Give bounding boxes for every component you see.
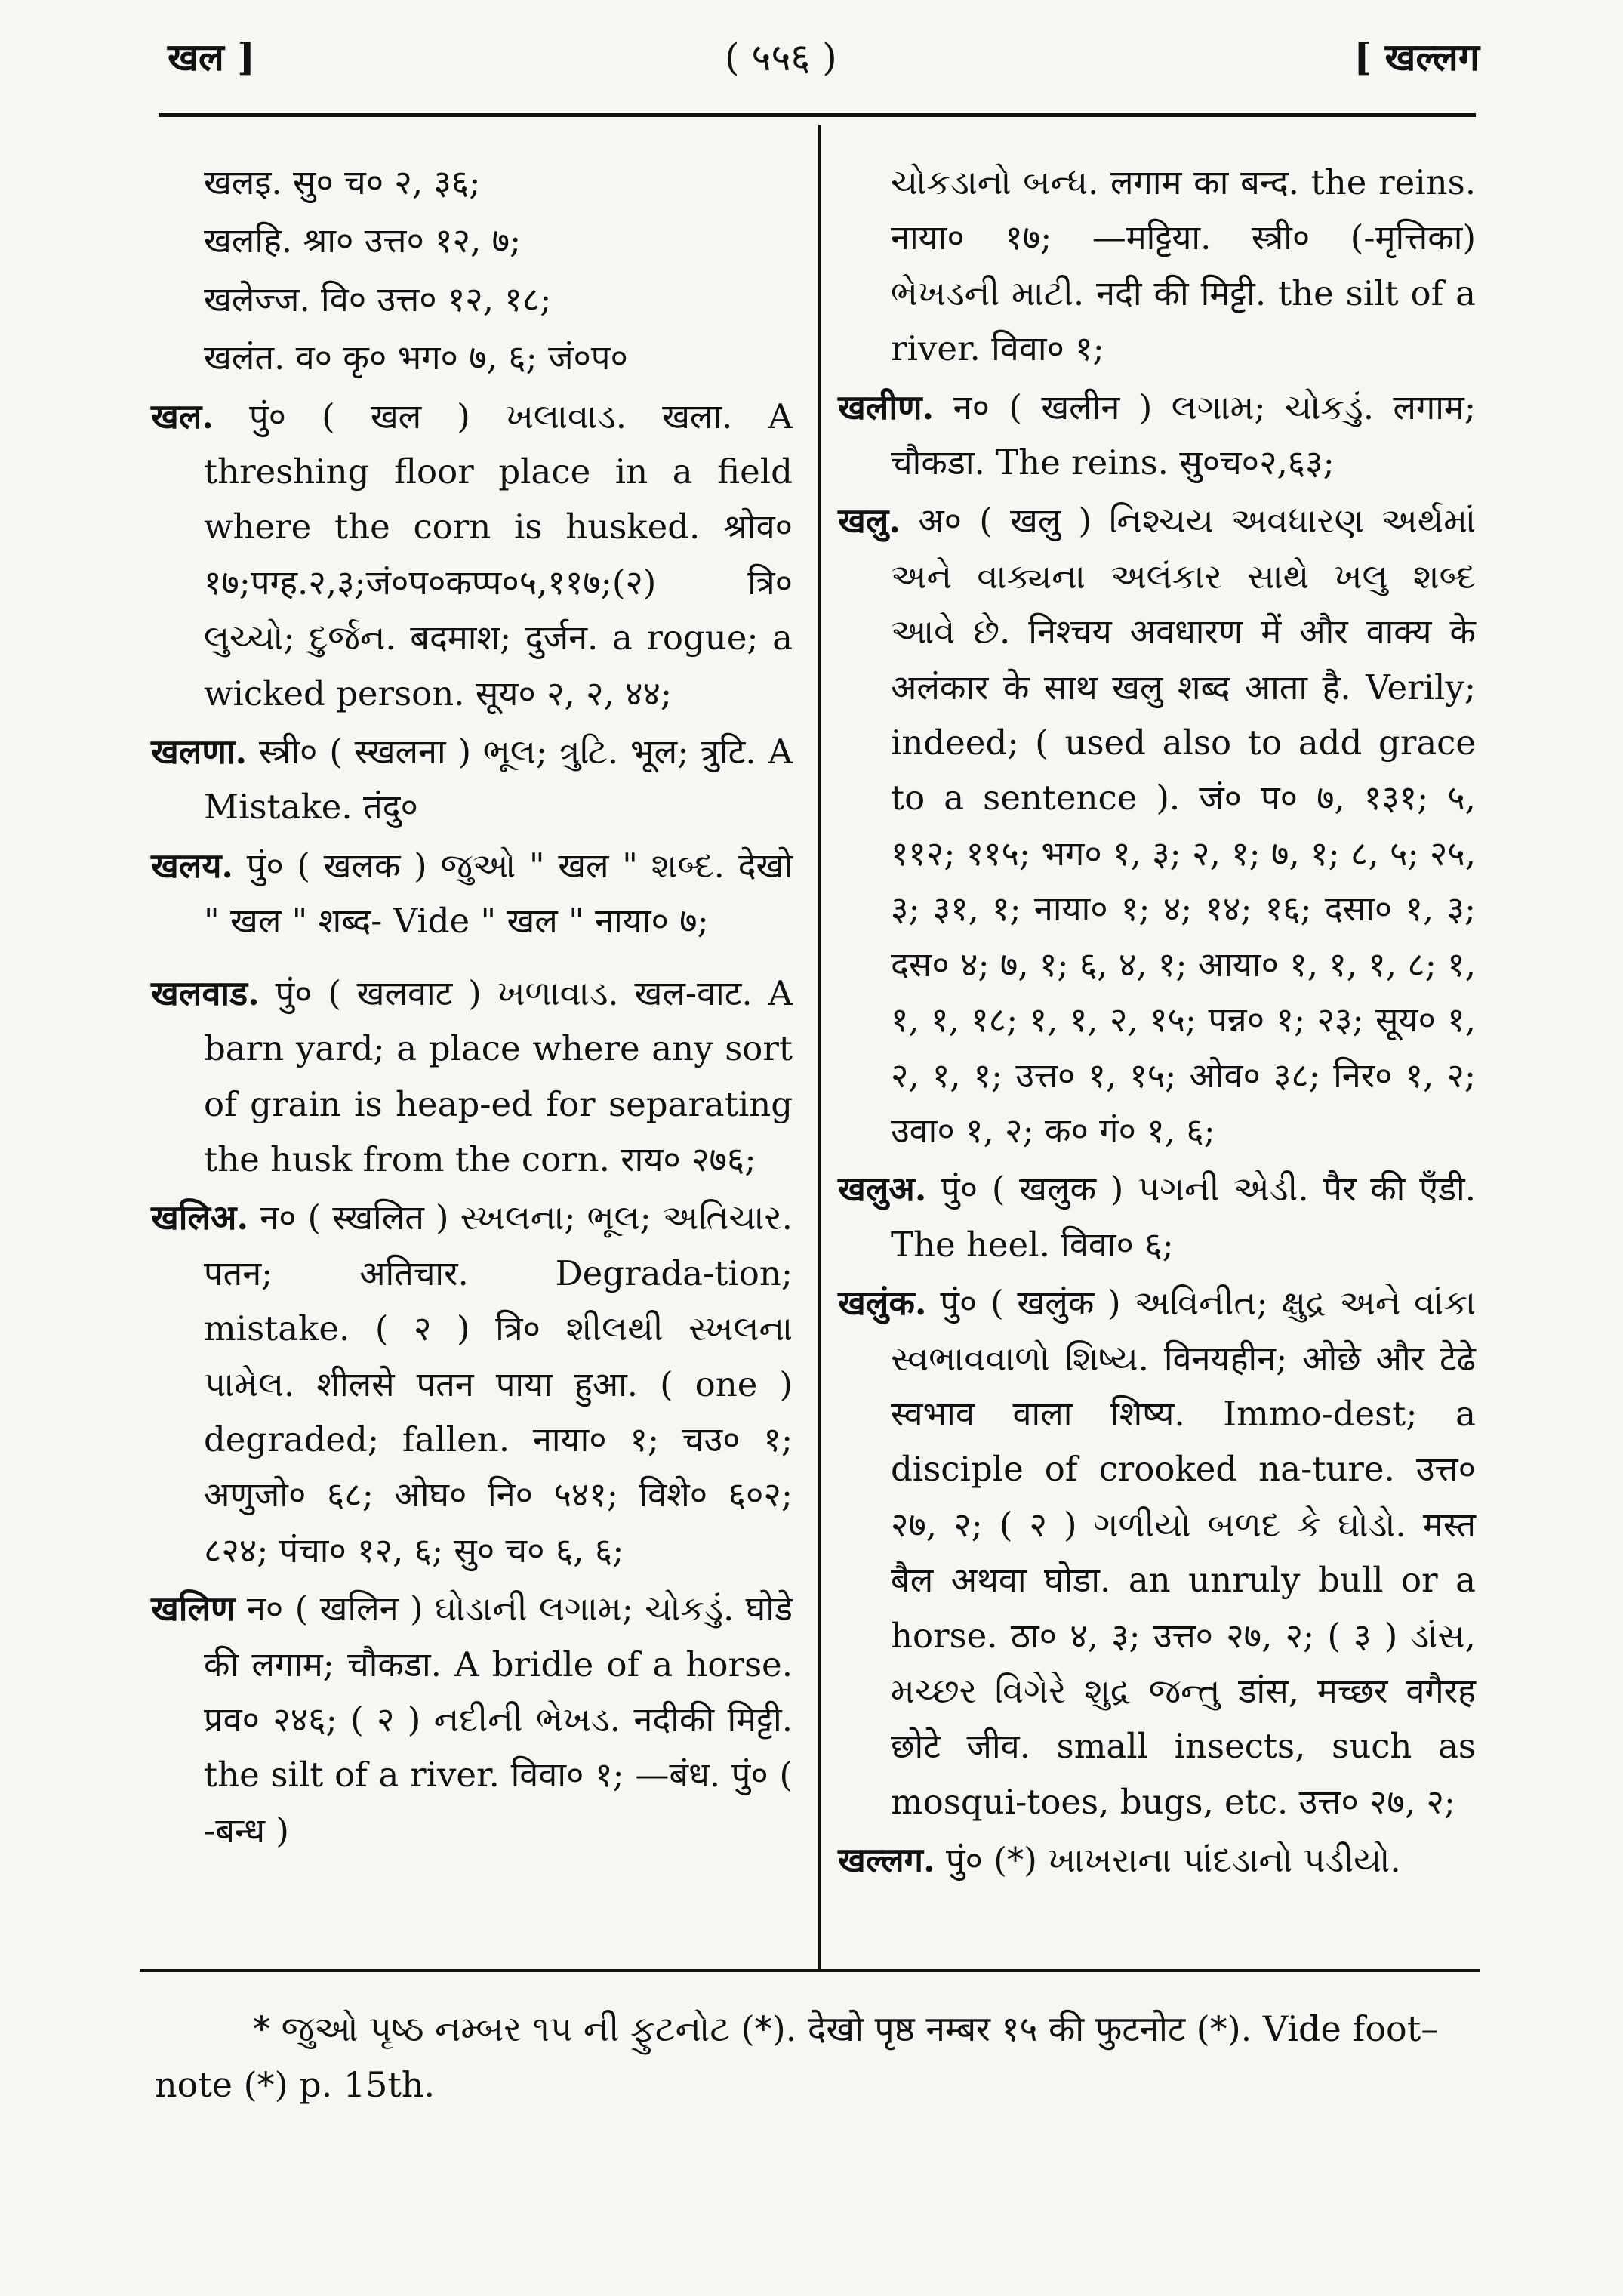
dictionary-entry	[838, 1275, 1476, 1829]
dictionary-entry	[838, 380, 1476, 491]
dictionary-entry	[838, 493, 1476, 1158]
entry-definition: पुं० ( खलुक ) પગની એડી. पैर की एँडी. The heel. विवा० ६;	[891, 1169, 1477, 1265]
entry-definition: पुं० ( खलवाट ) ખળાવાડ. खल-वाट. A barn yard; a place where any sort of grain is heap-ed for separating the husk from the corn. राय० २७६;	[204, 972, 793, 1179]
entry-headword: खलु.	[838, 501, 901, 541]
entry-definition: खलहि. श्रा० उत्त० १२, ७;	[204, 220, 522, 261]
entry-definition: स्त्री० ( स्खलना ) ભૂલ; ત્રુટિ. भूल; त्रुटि. A Mistake. तंदु०	[204, 732, 793, 827]
entry-headword: खलणा.	[151, 732, 248, 772]
entry-definition: खलइ. सु० च० २, ३६;	[204, 162, 481, 202]
entry-definition: न० ( स्खलित ) સ્ખલના; ભૂલ; અતિચાર. पतन; अतिचार. Degrada-tion; mistake. ( २ ) त्रि० શીલથી સ્ખલના પામેલ. शीलसे पतन पाया हुआ. ( one ) degraded; fallen. नाया० १; चउ० १; अणुजो० ६८; ओघ० नि० ५४१; विशे० ६०२; ८२४; पंचा० १२, ६; सु० च० ६, ६;	[204, 1197, 793, 1570]
entry-headword: खलुंक.	[838, 1283, 927, 1324]
left-column	[151, 155, 793, 1861]
entry-definition: ચોકડાનો બન્ધ. लगाम का बन्द. the reins. नाया० १७; —मट्टिया. स्त्री० (-मृत्तिका) ભેખડની માટી. नदी की मिट्टी. the silt of a river. विवा० १;	[891, 162, 1476, 369]
entry-definition: खलेज्ज. वि० उत्त० १२, १८;	[204, 279, 552, 319]
dictionary-entry	[151, 1190, 793, 1578]
entry-definition: पुं० ( खलक ) જુઓ " खल " શબ્દ. देखो " खल " शब्द- Vide " खल " नाया० ७;	[204, 845, 793, 942]
dictionary-entry	[151, 155, 793, 210]
entry-definition: खलंत. व० कृ० भग० ७, ६; जं०प०	[204, 337, 628, 378]
header-rule	[159, 113, 1476, 117]
entry-headword: खल.	[151, 396, 214, 436]
entry-definition: पुं० ( खलुंक ) અવિનીત; ક્ષુદ્ર અને વાંકા સ્વભાવવાળો શિષ્ય. विनयहीन; ओछे और टेढे स्वभाव वाला शिष्य. Immo-dest; a disciple of crooked na-ture. उत्त० २७, २; ( २ ) ગળીયો બળદ કે ઘોડો. मस्त बैल अथवा घोडा. an unruly bull or a horse. ठा० ४, ३; उत्त० २७, २; ( ३ ) ડાંસ, મચ્છર વિગેરે શુદ્ર જન્તુ डांस, मच्छर वगैरह छोटे जीव. small insects, such as mosqui-toes, bugs, etc. उत्त० २७, २;	[891, 1283, 1476, 1822]
entry-definition: न० ( खलिन ) ઘોડાની લગામ; ચોકડું. घोडे की लगाम; चौकडा. A bridle of a horse. प्रव० २४६; ( २ ) નદીની ભેખડ. नदीकी मिट्टी. the silt of a river. विवा० १; —बंध. पुं० ( -बन्ध )	[204, 1589, 793, 1851]
entry-definition: अ० ( खलु ) નિશ્ચય અવધારણ અર્થમાં અને વાક્યના અલંકાર સાથે ખલુ શબ્દ આવે છે. निश्चय अवधारण में और वाक्य के अलंकार के साथ खलु शब्द आता है. Verily; indeed; ( used also to add grace to a sentence ). जं० प० ७, १३१; ५, ११२; ११५; भग० १, ३; २, १; ७, १; ८, ५; २५, ३; ३१, १; नाया० १; ४; १४; १६; दसा० १, ३; दस० ४; ७, १; ६, ४, १; आया० १, १, १, ८; १, १, १, १८; १, १, २, १५; पन्न० १; २३; सूय० १, २, १, १; उत्त० १, १५; ओव० ३८; निर० १, २; उवा० १, २; क० गं० १, ६;	[891, 501, 1476, 1151]
entry-headword: खलिअ.	[151, 1197, 249, 1238]
right-column	[838, 155, 1476, 1891]
entry-definition: पुं० ( खल ) ખલાવાડ. खला. A threshing floor place in a field where the corn is husked. श्रोव० १७;पग्ह.२,३;जं०प०कप्प०५,११७;(२) त्रि० લુચ્ચો; દુર્જન. बदमाश; दुर्जन. a rogue; a wicked person. सूय० २, २, ४४;	[204, 396, 793, 713]
entry-definition: न० ( खलीन ) લગામ; ચોકડું. लगाम; चौकडा. The reins. सु०च०२,६३;	[891, 387, 1476, 483]
dictionary-entry	[838, 1161, 1476, 1272]
entry-headword: खलिण	[151, 1589, 236, 1629]
entry-definition: पुं० (*) ખાખરાના પાંદડાનો પડીયો.	[945, 1840, 1401, 1881]
entry-headword: खलीण.	[838, 387, 935, 427]
page-header	[151, 21, 1480, 89]
entry-headword: खलवाड.	[151, 972, 260, 1013]
dictionary-entry	[151, 1581, 793, 1858]
footnote: * જુઓ પૃષ્ઠ નમ્બર ૧૫ ની ફુટનોટ (*). देखो पृष्ठ नम्बर १५ की फुटनोट (*). Vide foot–note (*) p. 15th.	[155, 2008, 1439, 2105]
dictionary-entry	[838, 155, 1476, 377]
dictionary-entry	[151, 724, 793, 835]
footnote-rule	[140, 1969, 1480, 1972]
dictionary-entry	[838, 1832, 1476, 1888]
dictionary-entry	[151, 272, 793, 327]
dictionary-entry	[151, 838, 793, 949]
entry-headword: खल्लग.	[838, 1840, 935, 1881]
header-right-guide-word: [ खल्लग	[1354, 35, 1480, 79]
dictionary-entry	[151, 213, 793, 268]
entry-headword: खलय.	[151, 845, 234, 886]
column-divider	[818, 125, 821, 1971]
dictionary-entry	[151, 389, 793, 721]
page-number: ( ५५६ )	[725, 35, 837, 79]
dictionary-entry	[151, 330, 793, 385]
header-left-guide-word: खल ]	[168, 35, 255, 79]
entry-headword: खलुअ.	[838, 1169, 927, 1210]
dictionary-entry	[151, 966, 793, 1188]
